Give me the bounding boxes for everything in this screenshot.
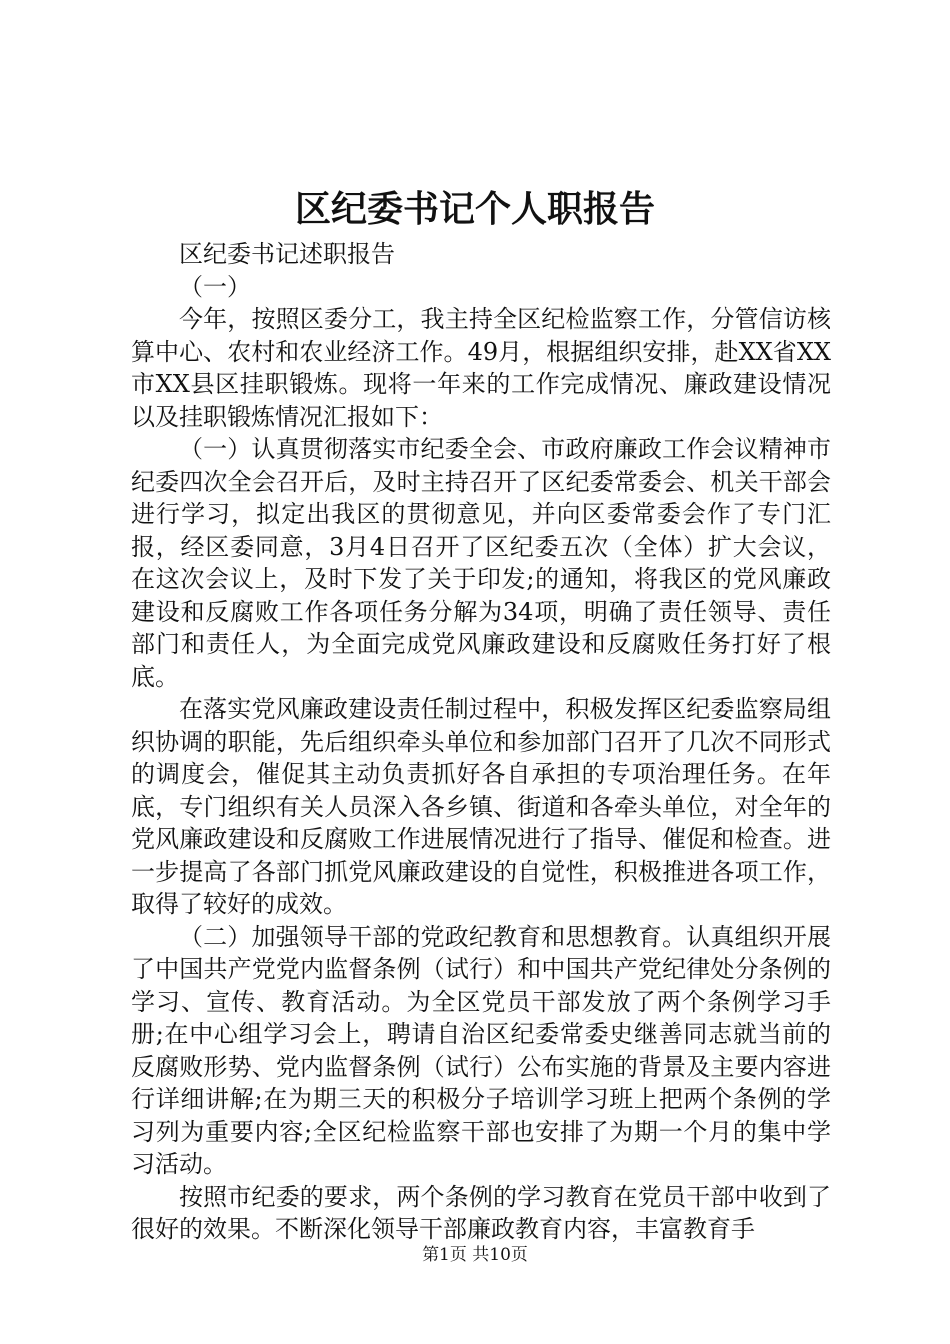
document-title: 区纪委书记个人职报告: [294, 188, 655, 230]
page-number: 第1页 共10页: [422, 1245, 528, 1265]
paragraph-intro: 今年，按照区委分工，我主持全区纪检监察工作，分管信访核算中心、农村和农业经济工作。49月，根据组织安排，赴XX省XX市XX县区挂职锻炼。现将一年来的工作完成情况、廉政建设情况以及挂职锻炼情况汇报如下：: [131, 305, 831, 431]
paragraph-results: 按照市纪委的要求，两个条例的学习教育在党员干部中收到了很好的效果。不断深化领导干部廉政教育内容，丰富教育手: [131, 1182, 831, 1243]
section-marker: （一）: [179, 272, 251, 301]
paragraph-responsibility: 在落实党风廉政建设责任制过程中，积极发挥区纪委监察局组织协调的职能，先后组织牵头单位和参加部门召开了几次不同形式的调度会，催促其主动负责抓好各自承担的专项治理任务。在年底，专门组织有关人员深入各乡镇、街道和各牵头单位，对全年的党风廉政建设和反腐败工作进展情况进行了指导、催促和检查。进一步提高了各部门抓党风廉政建设的自觉性，积极推进各项工作，取得了较好的成效。: [131, 695, 831, 918]
document-body: [131, 238, 831, 1246]
paragraph-section-two: （二）加强领导干部的党政纪教育和思想教育。认真组织开展了中国共产党党内监督条例（试行）和中国共产党纪律处分条例的学习、宣传、教育活动。为全区党员干部发放了两个条例学习手册;在中心组学习会上，聘请自治区纪委常委史继善同志就当前的反腐败形势、党内监督条例（试行）公布实施的背景及主要内容进行详细讲解;在为期三天的积极分子培训学习班上把两个条例的学习列为重要内容;全区纪检监察干部也安排了为期一个月的集中学习活动。: [131, 922, 831, 1178]
paragraph-section-one: （一）认真贯彻落实市纪委全会、市政府廉政工作会议精神市纪委四次全会召开后，及时主持召开了区纪委常委会、机关干部会进行学习，拟定出我区的贯彻意见，并向区委常委会作了专门汇报，经区委同意，3月4日召开了区纪委五次（全体）扩大会议，在这次会议上，及时下发了关于印发;的通知，将我区的党风廉政建设和反腐败工作各项任务分解为34项，明确了责任领导、责任部门和责任人，为全面完成党风廉政建设和反腐败任务打好了根底。: [131, 435, 831, 691]
document-subtitle: 区纪委书记述职报告: [179, 240, 395, 268]
